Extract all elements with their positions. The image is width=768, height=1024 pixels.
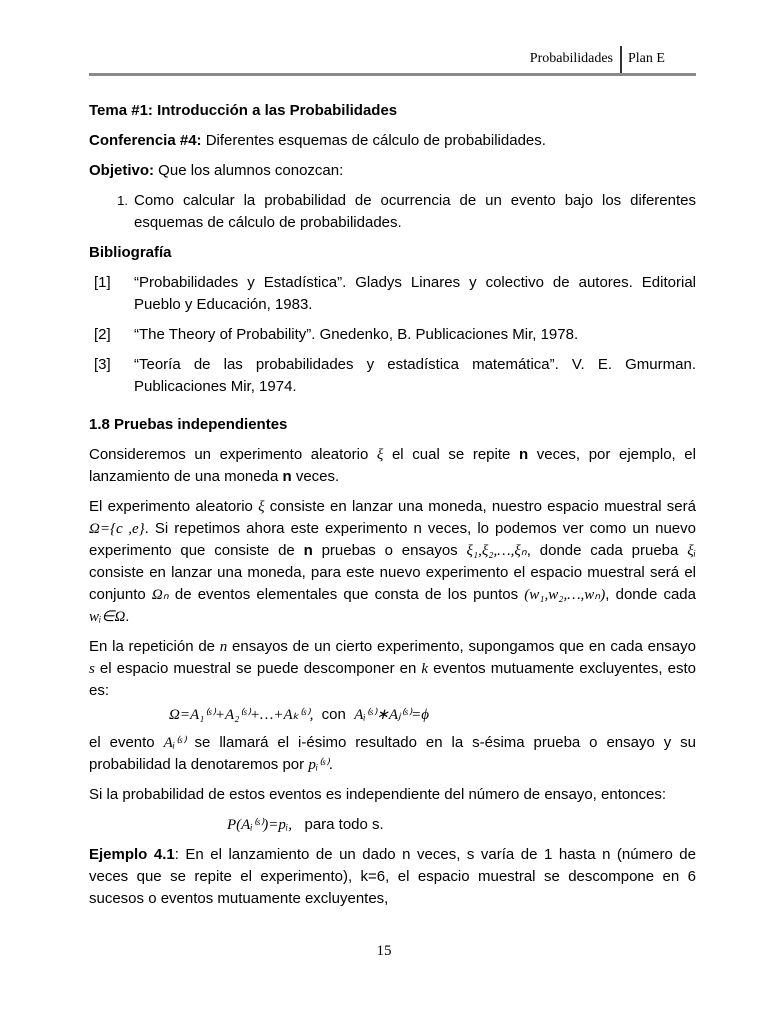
section-heading: 1.8 Pruebas independientes (89, 416, 288, 433)
p3-text-d: eventos mutuamente excluyentes, esto es: (89, 660, 696, 699)
paragraph-3 (89, 636, 696, 702)
p2-text-a: El experimento aleatorio (89, 498, 259, 515)
p2-text-d: pruebas o ensayos (312, 542, 467, 559)
n-bold: n (282, 468, 292, 485)
equation-rhs: Aᵢ⁽ˢ⁾∗Aⱼ⁽ˢ⁾=ϕ (354, 707, 430, 723)
xi-sequence-formula: ξ₁,ξ₂,…,ξₙ (466, 543, 527, 559)
equation-lhs: Ω=A₁⁽ˢ⁾+A₂⁽ˢ⁾+…+Aₖ⁽ˢ⁾, (169, 707, 314, 723)
page-header (0, 46, 768, 76)
n-italic: n (219, 639, 228, 655)
header-plan: Plan E (628, 51, 665, 66)
objetivo-line (89, 160, 696, 182)
equation-independence (227, 814, 696, 836)
objetivo-list-item (89, 190, 696, 234)
header-title: Probabilidades (529, 51, 613, 66)
page-number: 15 (376, 943, 392, 959)
bibliografia-heading: Bibliografía (89, 244, 172, 261)
omega-set-formula: Ω={c ,e} (89, 521, 145, 537)
header-separator (620, 46, 622, 74)
bibliography-item (89, 272, 696, 316)
p2-text-g: de eventos elementales que consta de los puntos (168, 586, 525, 603)
objetivo-item-text: Como calcular la probabilidad de ocurrencia de un evento bajo los diferentes esquemas de cálculo de probabilidades. (134, 192, 696, 231)
example-paragraph (89, 844, 696, 910)
w-tuple-formula: (w₁,w₂,…,wₙ) (524, 587, 606, 603)
bibliography-item (89, 354, 696, 398)
n-bold: n (518, 446, 529, 463)
paragraph-2 (89, 496, 696, 628)
document-body (89, 100, 696, 918)
p2-text-c: . Si repetimos ahora este experimento n veces, lo podemos ver como un nuevo experimento que consiste de (89, 520, 696, 559)
p2-text-f: consiste en lanzar una moneda, para este nuevo experimento el espacio muestral será el conjunto (89, 564, 696, 603)
objetivo-label: Objetivo: (89, 162, 155, 179)
equation-decomposition (169, 704, 696, 726)
example-text: : En el lanzamiento de un dado n veces, s varía de 1 hasta n (número de veces que se repite el experimento), k=6, el espacio muestral se descompone en 6 sucesos o eventos mutuamente excluyentes, (89, 846, 696, 907)
n-bold: n (303, 542, 313, 559)
bibliography-text: “The Theory of Probability”. Gnedenko, B. Publicaciones Mir, 1978. (134, 326, 579, 343)
p1-text-a: Consideremos un experimento aleatorio (89, 446, 377, 463)
tema-heading: Tema #1: Introducción a las Probabilidades (89, 102, 398, 119)
paragraph-4 (89, 732, 696, 776)
objetivo-item-number: 1. (117, 193, 128, 208)
s-italic: s (89, 661, 95, 677)
p3-text-b: ensayos de un cierto experimento, supongamos que en cada ensayo (227, 638, 696, 655)
example-label: Ejemplo 4.1 (89, 846, 175, 863)
p4-text-a: el evento (89, 734, 164, 751)
p4-text-b: se llamará el i-ésimo resultado en la s-ésima prueba o ensayo y su probabilidad la denotaremos por (89, 734, 696, 773)
xi-symbol: ξ (376, 447, 384, 463)
a-i-s-formula: Aᵢ⁽ˢ⁾ (163, 735, 186, 751)
conferencia-text: Diferentes esquemas de cálculo de probabilidades. (201, 132, 546, 149)
k-italic: k (421, 661, 429, 677)
equation-con: con (313, 706, 355, 723)
omega-n-formula: Ωₙ (151, 587, 169, 603)
bibliography-text: “Probabilidades y Estadística”. Gladys Linares y colectivo de autores. Editorial Pueblo y Educación, 1983. (134, 274, 696, 313)
p2-text-b: consiste en lanzar una moneda, nuestro espacio muestral será (264, 498, 696, 515)
bibliography-number: [2] (94, 326, 111, 343)
p1-text-c: veces, por ejemplo, el lanzamiento de una moneda (89, 446, 696, 485)
p2-text-h: , donde cada (605, 586, 696, 603)
w-i-formula: wᵢ∈Ω (89, 609, 126, 625)
xi-i-formula: ξᵢ (687, 543, 696, 559)
equation-expr: P(Aᵢ⁽ˢ⁾)=pᵢ, (227, 817, 292, 833)
conferencia-line (89, 130, 696, 152)
p2-text-e: , donde cada prueba (526, 542, 688, 559)
xi-symbol: ξ (258, 499, 265, 515)
p4-text-c: . (328, 756, 333, 773)
p2-text-i: . (125, 608, 130, 625)
bibliography-number: [1] (94, 274, 111, 291)
p-i-s-formula: pᵢ⁽ˢ⁾ (308, 757, 329, 773)
bibliography-item (89, 324, 696, 346)
p3-text-a: En la repetición de (89, 638, 220, 655)
p3-text-c: el espacio muestral se puede descomponer en (94, 660, 422, 677)
paragraph-1 (89, 444, 696, 488)
conferencia-label: Conferencia #4: (89, 132, 202, 149)
paragraph-5: Si la probabilidad de estos eventos es independiente del número de ensayo, entonces: (89, 786, 667, 803)
p1-text-d: veces. (291, 468, 340, 485)
bibliography-number: [3] (94, 356, 111, 373)
equation-text: para todo s. (291, 816, 384, 833)
p1-text-b: el cual se repite (383, 446, 519, 463)
header-rule (89, 73, 696, 76)
objetivo-text: Que los alumnos conozcan: (154, 162, 344, 179)
bibliography-text: “Teoría de las probabilidades y estadística matemática”. V. E. Gmurman. Publicaciones Mir, 1974. (134, 356, 696, 395)
